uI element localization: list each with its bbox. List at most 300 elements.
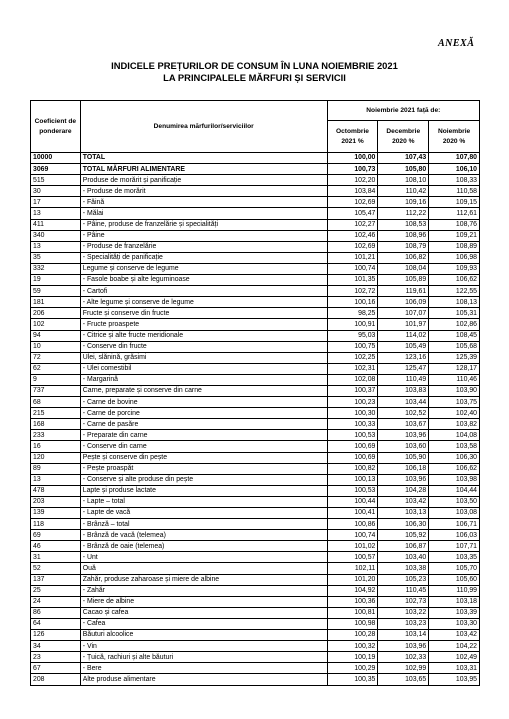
item-name-cell: - Alte legume și conserve de legume: [80, 297, 327, 308]
value-nov-2020-cell: 106,62: [429, 463, 480, 474]
table-row: [31, 241, 480, 252]
value-dec-2020-cell: 110,49: [378, 374, 429, 385]
item-name-cell: Ulei, slănină, grăsimi: [80, 352, 327, 363]
item-name-cell: - Țuică, rachiuri și alte băuturi: [80, 652, 327, 663]
document-title: [0, 60, 509, 84]
value-dec-2020-cell: 105,49: [378, 341, 429, 352]
coef-cell: 62: [31, 363, 81, 374]
item-name-cell: - Cafea: [80, 618, 327, 629]
item-name-cell: - Margarină: [80, 374, 327, 385]
table-row: [31, 596, 480, 607]
coef-cell: 340: [31, 230, 81, 241]
coef-cell: 411: [31, 219, 81, 230]
table-row: [31, 230, 480, 241]
table-row: [31, 552, 480, 563]
item-name-cell: - Brânză de vacă (telemea): [80, 530, 327, 541]
header-col2: Decembrie 2020 %: [378, 121, 429, 153]
table-row: [31, 441, 480, 452]
value-nov-2020-cell: 105,31: [429, 308, 480, 319]
annex-label: ANEXĂ: [438, 38, 475, 49]
coef-cell: 89: [31, 463, 81, 474]
value-nov-2020-cell: 108,13: [429, 297, 480, 308]
table-row: [31, 352, 480, 363]
coef-cell: 137: [31, 574, 81, 585]
value-dec-2020-cell: 107,43: [378, 153, 429, 164]
value-oct-2021-cell: 101,21: [327, 252, 378, 263]
value-oct-2021-cell: 95,03: [327, 330, 378, 341]
value-dec-2020-cell: 103,14: [378, 630, 429, 641]
value-dec-2020-cell: 103,60: [378, 441, 429, 452]
table-row: [31, 485, 480, 496]
value-oct-2021-cell: 104,92: [327, 585, 378, 596]
value-oct-2021-cell: 102,31: [327, 363, 378, 374]
item-name-cell: - Carne de pasăre: [80, 419, 327, 430]
table-row: [31, 319, 480, 330]
table-row: [31, 208, 480, 219]
header-col1: Octombrie 2021 %: [327, 121, 378, 153]
table-row: [31, 618, 480, 629]
value-nov-2020-cell: 103,58: [429, 441, 480, 452]
table-row: [31, 574, 480, 585]
item-name-cell: Zahăr, produse zaharoase și miere de albine: [80, 574, 327, 585]
table-row: [31, 197, 480, 208]
header-col3: Noiembrie 2020 %: [429, 121, 480, 153]
coef-cell: 118: [31, 519, 81, 530]
title-line-2: LA PRINCIPALELE MĂRFURI ȘI SERVICII: [163, 72, 346, 83]
value-dec-2020-cell: 102,33: [378, 652, 429, 663]
value-nov-2020-cell: 125,39: [429, 352, 480, 363]
value-oct-2021-cell: 100,53: [327, 485, 378, 496]
item-name-cell: Carne, preparate și conserve din carne: [80, 385, 327, 396]
value-dec-2020-cell: 125,47: [378, 363, 429, 374]
value-oct-2021-cell: 100,36: [327, 596, 378, 607]
value-oct-2021-cell: 101,02: [327, 541, 378, 552]
item-name-cell: - Conserve din fructe: [80, 341, 327, 352]
coef-cell: 3069: [31, 164, 81, 175]
coef-cell: 19: [31, 275, 81, 286]
table-row: [31, 374, 480, 385]
value-oct-2021-cell: 100,19: [327, 652, 378, 663]
item-name-cell: - Carne de bovine: [80, 397, 327, 408]
coef-cell: 23: [31, 652, 81, 663]
table-row: [31, 252, 480, 263]
value-dec-2020-cell: 102,99: [378, 663, 429, 674]
value-oct-2021-cell: 100,82: [327, 463, 378, 474]
table-row: [31, 563, 480, 574]
item-name-cell: Produse de morărit și panificație: [80, 175, 327, 186]
value-dec-2020-cell: 106,87: [378, 541, 429, 552]
value-oct-2021-cell: 100,86: [327, 519, 378, 530]
value-dec-2020-cell: 103,65: [378, 674, 429, 685]
value-oct-2021-cell: 100,13: [327, 474, 378, 485]
value-nov-2020-cell: 122,55: [429, 286, 480, 297]
value-nov-2020-cell: 109,93: [429, 263, 480, 274]
value-nov-2020-cell: 103,95: [429, 674, 480, 685]
value-nov-2020-cell: 109,15: [429, 197, 480, 208]
value-oct-2021-cell: 100,53: [327, 430, 378, 441]
value-oct-2021-cell: 102,72: [327, 286, 378, 297]
coef-cell: 206: [31, 308, 81, 319]
coef-cell: 102: [31, 319, 81, 330]
coef-cell: 64: [31, 618, 81, 629]
table-body: [31, 153, 480, 686]
coef-cell: 208: [31, 674, 81, 685]
item-name-cell: Cacao și cafea: [80, 607, 327, 618]
value-nov-2020-cell: 106,62: [429, 275, 480, 286]
value-nov-2020-cell: 107,71: [429, 541, 480, 552]
table-row: [31, 175, 480, 186]
item-name-cell: - Fasole boabe și alte leguminoase: [80, 275, 327, 286]
table-row: [31, 630, 480, 641]
coef-cell: 139: [31, 508, 81, 519]
value-oct-2021-cell: 100,41: [327, 508, 378, 519]
value-dec-2020-cell: 103,42: [378, 496, 429, 507]
table-header: [31, 101, 480, 153]
value-oct-2021-cell: 98,25: [327, 308, 378, 319]
table-row: [31, 508, 480, 519]
value-nov-2020-cell: 108,33: [429, 175, 480, 186]
value-dec-2020-cell: 103,40: [378, 552, 429, 563]
coef-cell: 94: [31, 330, 81, 341]
coef-cell: 86: [31, 607, 81, 618]
value-dec-2020-cell: 104,28: [378, 485, 429, 496]
value-nov-2020-cell: 103,35: [429, 552, 480, 563]
table-row: [31, 363, 480, 374]
coef-cell: 13: [31, 208, 81, 219]
value-oct-2021-cell: 100,33: [327, 419, 378, 430]
item-name-cell: Legume și conserve de legume: [80, 263, 327, 274]
value-oct-2021-cell: 100,29: [327, 663, 378, 674]
coef-cell: 168: [31, 419, 81, 430]
value-dec-2020-cell: 102,52: [378, 408, 429, 419]
value-oct-2021-cell: 100,98: [327, 618, 378, 629]
value-oct-2021-cell: 100,74: [327, 530, 378, 541]
value-oct-2021-cell: 100,30: [327, 408, 378, 419]
item-name-cell: - Brânză de oaie (telemea): [80, 541, 327, 552]
value-oct-2021-cell: 100,44: [327, 496, 378, 507]
value-dec-2020-cell: 105,80: [378, 164, 429, 175]
coef-cell: 10000: [31, 153, 81, 164]
value-dec-2020-cell: 102,73: [378, 596, 429, 607]
value-dec-2020-cell: 108,10: [378, 175, 429, 186]
value-dec-2020-cell: 123,16: [378, 352, 429, 363]
value-oct-2021-cell: 102,11: [327, 563, 378, 574]
value-nov-2020-cell: 102,86: [429, 319, 480, 330]
coef-cell: 126: [31, 630, 81, 641]
value-nov-2020-cell: 103,31: [429, 663, 480, 674]
value-nov-2020-cell: 102,49: [429, 652, 480, 663]
item-name-cell: - Vin: [80, 641, 327, 652]
value-dec-2020-cell: 105,92: [378, 530, 429, 541]
item-name-cell: - Ulei comestibil: [80, 363, 327, 374]
value-dec-2020-cell: 108,96: [378, 230, 429, 241]
value-oct-2021-cell: 105,47: [327, 208, 378, 219]
table-row: [31, 641, 480, 652]
value-nov-2020-cell: 103,90: [429, 385, 480, 396]
table-row: [31, 341, 480, 352]
value-dec-2020-cell: 106,82: [378, 252, 429, 263]
value-oct-2021-cell: 102,08: [327, 374, 378, 385]
coef-cell: 30: [31, 186, 81, 197]
value-oct-2021-cell: 102,46: [327, 230, 378, 241]
item-name-cell: - Unt: [80, 552, 327, 563]
value-nov-2020-cell: 104,08: [429, 430, 480, 441]
item-name-cell: - Miere de albine: [80, 596, 327, 607]
table-row: [31, 496, 480, 507]
value-oct-2021-cell: 100,00: [327, 153, 378, 164]
coef-cell: 17: [31, 197, 81, 208]
coef-cell: 35: [31, 252, 81, 263]
coef-cell: 34: [31, 641, 81, 652]
item-name-cell: Lapte și produse lactate: [80, 485, 327, 496]
item-name-cell: - Mălai: [80, 208, 327, 219]
table-row: [31, 585, 480, 596]
value-dec-2020-cell: 119,61: [378, 286, 429, 297]
item-name-cell: - Cartofi: [80, 286, 327, 297]
item-name-cell: Băuturi alcoolice: [80, 630, 327, 641]
value-dec-2020-cell: 110,45: [378, 585, 429, 596]
table-row: [31, 397, 480, 408]
value-oct-2021-cell: 102,27: [327, 219, 378, 230]
value-dec-2020-cell: 110,42: [378, 186, 429, 197]
coef-cell: 10: [31, 341, 81, 352]
value-nov-2020-cell: 110,99: [429, 585, 480, 596]
value-nov-2020-cell: 103,42: [429, 630, 480, 641]
value-nov-2020-cell: 103,82: [429, 419, 480, 430]
value-nov-2020-cell: 104,44: [429, 485, 480, 496]
coef-cell: 233: [31, 430, 81, 441]
table-row: [31, 330, 480, 341]
value-oct-2021-cell: 100,16: [327, 297, 378, 308]
value-dec-2020-cell: 103,67: [378, 419, 429, 430]
table-row: [31, 674, 480, 685]
item-name-cell: - Carne de porcine: [80, 408, 327, 419]
value-nov-2020-cell: 106,10: [429, 164, 480, 175]
table-row: [31, 164, 480, 175]
value-oct-2021-cell: 102,25: [327, 352, 378, 363]
value-nov-2020-cell: 105,68: [429, 341, 480, 352]
item-name-cell: - Lapte – total: [80, 496, 327, 507]
value-oct-2021-cell: 102,20: [327, 175, 378, 186]
value-dec-2020-cell: 106,18: [378, 463, 429, 474]
price-index-table: [30, 100, 480, 686]
value-nov-2020-cell: 106,30: [429, 452, 480, 463]
coef-cell: 332: [31, 263, 81, 274]
item-name-cell: - Preparate din carne: [80, 430, 327, 441]
coef-cell: 52: [31, 563, 81, 574]
value-dec-2020-cell: 114,02: [378, 330, 429, 341]
table-row: [31, 430, 480, 441]
item-name-cell: Pește și conserve din pește: [80, 452, 327, 463]
value-nov-2020-cell: 106,98: [429, 252, 480, 263]
value-dec-2020-cell: 112,22: [378, 208, 429, 219]
value-nov-2020-cell: 106,71: [429, 519, 480, 530]
coef-cell: 31: [31, 552, 81, 563]
item-name-cell: - Pâine: [80, 230, 327, 241]
value-dec-2020-cell: 103,44: [378, 397, 429, 408]
table-row: [31, 186, 480, 197]
value-oct-2021-cell: 100,32: [327, 641, 378, 652]
table-row: [31, 452, 480, 463]
value-nov-2020-cell: 112,61: [429, 208, 480, 219]
header-group: Noiembrie 2021 față de:: [327, 101, 479, 121]
table-row: [31, 219, 480, 230]
coef-cell: 24: [31, 596, 81, 607]
title-line-1: INDICELE PREȚURILOR DE CONSUM ÎN LUNA NOIEMBRIE 2021: [111, 60, 398, 71]
value-nov-2020-cell: 106,03: [429, 530, 480, 541]
table-row: [31, 663, 480, 674]
table-row: [31, 474, 480, 485]
item-name-cell: - Produse de morărit: [80, 186, 327, 197]
value-oct-2021-cell: 100,73: [327, 164, 378, 175]
table-row: [31, 408, 480, 419]
table-row: [31, 263, 480, 274]
value-nov-2020-cell: 109,21: [429, 230, 480, 241]
value-nov-2020-cell: 103,98: [429, 474, 480, 485]
value-dec-2020-cell: 108,04: [378, 263, 429, 274]
coef-cell: 203: [31, 496, 81, 507]
value-dec-2020-cell: 101,97: [378, 319, 429, 330]
item-name-cell: - Citrice și alte fructe meridionale: [80, 330, 327, 341]
item-name-cell: TOTAL MĂRFURI ALIMENTARE: [80, 164, 327, 175]
item-name-cell: - Produse de franzelărie: [80, 241, 327, 252]
item-name-cell: - Zahăr: [80, 585, 327, 596]
value-nov-2020-cell: 128,17: [429, 363, 480, 374]
value-nov-2020-cell: 110,58: [429, 186, 480, 197]
value-dec-2020-cell: 107,07: [378, 308, 429, 319]
value-oct-2021-cell: 100,69: [327, 452, 378, 463]
value-oct-2021-cell: 100,74: [327, 263, 378, 274]
coef-cell: 68: [31, 397, 81, 408]
value-dec-2020-cell: 109,16: [378, 197, 429, 208]
item-name-cell: - Conserve din carne: [80, 441, 327, 452]
value-dec-2020-cell: 105,89: [378, 275, 429, 286]
value-dec-2020-cell: 103,13: [378, 508, 429, 519]
table-row: [31, 385, 480, 396]
coef-cell: 59: [31, 286, 81, 297]
value-oct-2021-cell: 100,81: [327, 607, 378, 618]
value-dec-2020-cell: 103,96: [378, 641, 429, 652]
table-row: [31, 419, 480, 430]
value-oct-2021-cell: 100,57: [327, 552, 378, 563]
item-name-cell: - Pește proaspăt: [80, 463, 327, 474]
value-oct-2021-cell: 102,69: [327, 197, 378, 208]
value-dec-2020-cell: 103,38: [378, 563, 429, 574]
item-name-cell: TOTAL: [80, 153, 327, 164]
value-nov-2020-cell: 102,40: [429, 408, 480, 419]
item-name-cell: - Specialități de panificație: [80, 252, 327, 263]
item-name-cell: - Brânză – total: [80, 519, 327, 530]
value-nov-2020-cell: 103,75: [429, 397, 480, 408]
value-dec-2020-cell: 105,23: [378, 574, 429, 585]
value-nov-2020-cell: 108,76: [429, 219, 480, 230]
value-oct-2021-cell: 101,20: [327, 574, 378, 585]
value-dec-2020-cell: 106,09: [378, 297, 429, 308]
coef-cell: 478: [31, 485, 81, 496]
table-row: [31, 297, 480, 308]
coef-cell: 9: [31, 374, 81, 385]
item-name-cell: - Pâine, produse de franzelărie și specialități: [80, 219, 327, 230]
value-nov-2020-cell: 103,30: [429, 618, 480, 629]
value-oct-2021-cell: 100,91: [327, 319, 378, 330]
table-row: [31, 519, 480, 530]
table-row: [31, 530, 480, 541]
value-dec-2020-cell: 103,83: [378, 385, 429, 396]
value-dec-2020-cell: 108,53: [378, 219, 429, 230]
item-name-cell: - Conserve și alte produse din pește: [80, 474, 327, 485]
value-nov-2020-cell: 108,89: [429, 241, 480, 252]
value-nov-2020-cell: 103,08: [429, 508, 480, 519]
value-nov-2020-cell: 108,45: [429, 330, 480, 341]
value-nov-2020-cell: 110,46: [429, 374, 480, 385]
value-nov-2020-cell: 107,80: [429, 153, 480, 164]
coef-cell: 25: [31, 585, 81, 596]
coef-cell: 181: [31, 297, 81, 308]
value-oct-2021-cell: 100,23: [327, 397, 378, 408]
coef-cell: 13: [31, 474, 81, 485]
coef-cell: 120: [31, 452, 81, 463]
value-nov-2020-cell: 103,39: [429, 607, 480, 618]
item-name-cell: - Făină: [80, 197, 327, 208]
value-dec-2020-cell: 106,30: [378, 519, 429, 530]
coef-cell: 72: [31, 352, 81, 363]
coef-cell: 67: [31, 663, 81, 674]
coef-cell: 46: [31, 541, 81, 552]
value-dec-2020-cell: 103,23: [378, 618, 429, 629]
value-nov-2020-cell: 104,22: [429, 641, 480, 652]
table-row: [31, 308, 480, 319]
table-row: [31, 286, 480, 297]
item-name-cell: - Lapte de vacă: [80, 508, 327, 519]
value-oct-2021-cell: 100,37: [327, 385, 378, 396]
item-name-cell: - Fructe proaspete: [80, 319, 327, 330]
coef-cell: 69: [31, 530, 81, 541]
table-row: [31, 607, 480, 618]
coef-cell: 737: [31, 385, 81, 396]
value-dec-2020-cell: 108,79: [378, 241, 429, 252]
value-oct-2021-cell: 103,84: [327, 186, 378, 197]
value-oct-2021-cell: 101,35: [327, 275, 378, 286]
coef-cell: 515: [31, 175, 81, 186]
coef-cell: 13: [31, 241, 81, 252]
item-name-cell: Fructe și conserve din fructe: [80, 308, 327, 319]
value-oct-2021-cell: 100,75: [327, 341, 378, 352]
item-name-cell: Ouă: [80, 563, 327, 574]
value-oct-2021-cell: 100,69: [327, 441, 378, 452]
value-nov-2020-cell: 103,18: [429, 596, 480, 607]
coef-cell: 16: [31, 441, 81, 452]
value-dec-2020-cell: 105,90: [378, 452, 429, 463]
value-nov-2020-cell: 105,60: [429, 574, 480, 585]
value-dec-2020-cell: 103,96: [378, 474, 429, 485]
item-name-cell: Alte produse alimentare: [80, 674, 327, 685]
value-oct-2021-cell: 100,35: [327, 674, 378, 685]
table-row: [31, 153, 480, 164]
table-row: [31, 463, 480, 474]
item-name-cell: - Bere: [80, 663, 327, 674]
value-oct-2021-cell: 102,69: [327, 241, 378, 252]
header-coef: Coeficient de ponderare: [31, 101, 81, 153]
value-dec-2020-cell: 103,96: [378, 430, 429, 441]
table-row: [31, 652, 480, 663]
table-row: [31, 541, 480, 552]
value-nov-2020-cell: 105,70: [429, 563, 480, 574]
value-oct-2021-cell: 100,28: [327, 630, 378, 641]
value-nov-2020-cell: 103,50: [429, 496, 480, 507]
coef-cell: 215: [31, 408, 81, 419]
value-dec-2020-cell: 103,22: [378, 607, 429, 618]
header-name: Denumirea mărfurilor/serviciilor: [80, 101, 327, 153]
